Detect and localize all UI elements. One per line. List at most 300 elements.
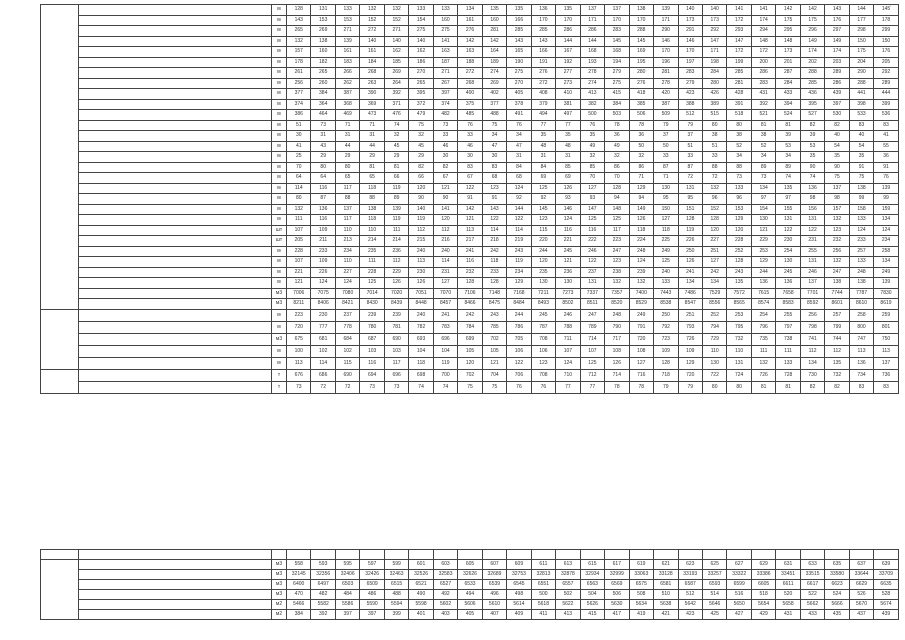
- price-cell: 67: [458, 173, 482, 184]
- price-cell: 410: [556, 89, 580, 100]
- price-cell: 239: [360, 309, 384, 321]
- price-cell: 124: [556, 357, 580, 369]
- table-row: [41, 47, 899, 58]
- price-cell: 87: [678, 162, 702, 173]
- price-cell: 33: [702, 152, 726, 163]
- price-cell: 675: [287, 333, 311, 345]
- price-cell: 226: [311, 267, 335, 278]
- work-item-description: [79, 215, 272, 226]
- price-cell: 272: [458, 68, 482, 79]
- price-cell: 118: [360, 183, 384, 194]
- price-cell: 255: [800, 246, 824, 257]
- price-cell: 143: [482, 204, 506, 215]
- price-cell: 172: [727, 15, 751, 26]
- work-item-description: [79, 183, 272, 194]
- price-cell: 503: [605, 110, 629, 121]
- price-cell: 91: [482, 194, 506, 205]
- price-cell: 109: [311, 225, 335, 236]
- price-cell: 171: [702, 47, 726, 58]
- price-cell: 89: [776, 162, 800, 173]
- price-cell: 107: [287, 257, 311, 268]
- price-cell: 35: [849, 152, 873, 163]
- price-cell: 83: [849, 120, 873, 131]
- price-cell: 279: [678, 78, 702, 89]
- price-column-header: [531, 550, 555, 560]
- price-cell: 116: [556, 225, 580, 236]
- price-cell: 191: [531, 57, 555, 68]
- unit-cell: м: [272, 131, 287, 142]
- price-cell: 32: [580, 152, 604, 163]
- price-cell: 162: [384, 47, 408, 58]
- price-cell: 6545: [507, 580, 531, 590]
- price-cell: 143: [287, 15, 311, 26]
- price-cell: 124: [507, 183, 531, 194]
- price-cell: 75: [849, 173, 873, 184]
- price-cell: 512: [678, 590, 702, 600]
- price-cell: 264: [384, 78, 408, 89]
- price-cell: 781: [384, 321, 408, 333]
- price-cell: 32878: [556, 570, 580, 580]
- unit-cell: м: [272, 89, 287, 100]
- price-cell: 32356: [311, 570, 335, 580]
- price-cell: 735: [751, 333, 775, 345]
- price-cell: 288: [629, 26, 653, 37]
- price-cell: 135: [556, 5, 580, 16]
- price-cell: 783: [433, 321, 457, 333]
- price-cell: 798: [800, 321, 824, 333]
- price-cell: 265: [311, 68, 335, 79]
- price-cell: 90: [409, 194, 433, 205]
- price-cell: 140: [384, 36, 408, 47]
- price-cell: 102: [311, 345, 335, 357]
- price-cell: 7787: [849, 288, 873, 299]
- price-column-header: [702, 550, 726, 560]
- price-cell: 41: [287, 141, 311, 152]
- price-cell: 132: [605, 278, 629, 289]
- price-column-header: [776, 550, 800, 560]
- price-cell: 116: [311, 183, 335, 194]
- price-cell: 391: [727, 99, 751, 110]
- price-cell: 72: [702, 173, 726, 184]
- price-cell: 220: [531, 236, 555, 247]
- price-cell: 615: [580, 560, 604, 570]
- price-cell: 134: [458, 5, 482, 16]
- unit-cell: м: [272, 47, 287, 58]
- price-cell: 128: [702, 215, 726, 226]
- price-cell: 113: [287, 357, 311, 369]
- price-cell: 219: [507, 236, 531, 247]
- price-cell: 6599: [727, 580, 751, 590]
- price-cell: 33451: [776, 570, 800, 580]
- price-cell: 780: [360, 321, 384, 333]
- price-cell: 125: [360, 278, 384, 289]
- price-cell: 136: [531, 5, 555, 16]
- price-cell: 44: [335, 141, 359, 152]
- work-item-description: [79, 173, 272, 184]
- price-cell: 189: [482, 57, 506, 68]
- price-cell: 8466: [458, 299, 482, 310]
- price-cell: 32: [629, 152, 653, 163]
- price-cell: 119: [507, 257, 531, 268]
- price-cell: 134: [678, 278, 702, 289]
- price-cell: 127: [433, 278, 457, 289]
- price-column-header: [360, 550, 384, 560]
- price-column-header: [874, 550, 898, 560]
- price-cell: 277: [556, 68, 580, 79]
- price-cell: 524: [776, 110, 800, 121]
- price-cell: 247: [605, 246, 629, 257]
- price-cell: 32426: [360, 570, 384, 580]
- price-cell: 283: [678, 68, 702, 79]
- price-cell: 702: [458, 369, 482, 381]
- price-cell: 142: [482, 36, 506, 47]
- price-cell: 392: [311, 610, 335, 620]
- price-cell: 7357: [605, 288, 629, 299]
- price-cell: 103: [384, 345, 408, 357]
- price-cell: 469: [335, 110, 359, 121]
- work-item-description: [79, 99, 272, 110]
- price-cell: 494: [531, 110, 555, 121]
- price-cell: 132: [287, 204, 311, 215]
- price-cell: 140: [678, 5, 702, 16]
- price-cell: 785: [482, 321, 506, 333]
- price-cell: 714: [605, 369, 629, 381]
- price-cell: 170: [531, 15, 555, 26]
- price-cell: 128: [458, 278, 482, 289]
- price-cell: 49: [580, 141, 604, 152]
- price-cell: 122: [776, 225, 800, 236]
- price-cell: 7051: [409, 288, 433, 299]
- work-item-description: [79, 288, 272, 299]
- price-cell: 66: [409, 173, 433, 184]
- price-cell: 8565: [727, 299, 751, 310]
- price-cell: 33: [678, 152, 702, 163]
- unit-cell: м: [272, 215, 287, 226]
- price-cell: 149: [629, 204, 653, 215]
- price-cell: 113: [458, 225, 482, 236]
- price-cell: 288: [849, 78, 873, 89]
- table-row: [41, 357, 899, 369]
- price-cell: 136: [776, 278, 800, 289]
- price-cell: 166: [531, 47, 555, 58]
- price-cell: 32813: [531, 570, 555, 580]
- price-cell: 272: [360, 26, 384, 37]
- price-cell: 190: [507, 57, 531, 68]
- price-cell: 298: [849, 26, 873, 37]
- price-cell: 744: [825, 333, 849, 345]
- price-cell: 175: [849, 47, 873, 58]
- price-cell: 31: [556, 152, 580, 163]
- price-cell: 5594: [384, 600, 408, 610]
- price-cell: 78: [629, 120, 653, 131]
- price-cell: 734: [849, 369, 873, 381]
- price-cell: 635: [825, 560, 849, 570]
- price-cell: 46: [433, 141, 457, 152]
- price-cell: 267: [433, 78, 457, 89]
- price-cell: 171: [580, 15, 604, 26]
- price-cell: 289: [874, 78, 898, 89]
- price-cell: 799: [825, 321, 849, 333]
- price-cell: 54: [825, 141, 849, 152]
- price-cell: 706: [507, 369, 531, 381]
- price-cell: 73: [287, 381, 311, 393]
- price-cell: 464: [311, 110, 335, 121]
- price-cell: 784: [458, 321, 482, 333]
- price-cell: 195: [629, 57, 653, 68]
- price-cell: 152: [384, 15, 408, 26]
- price-cell: 128: [287, 5, 311, 16]
- price-cell: 375: [458, 99, 482, 110]
- price-cell: 68: [507, 173, 531, 184]
- price-cell: 118: [482, 257, 506, 268]
- price-cell: 30: [433, 152, 457, 163]
- price-cell: 114: [507, 225, 531, 236]
- price-cell: 116: [580, 225, 604, 236]
- price-cell: 617: [605, 560, 629, 570]
- price-column-header: [482, 550, 506, 560]
- price-cell: 609: [507, 560, 531, 570]
- price-cell: 242: [482, 246, 506, 257]
- price-cell: 408: [531, 89, 555, 100]
- table-row: [41, 194, 899, 205]
- price-cell: 5582: [311, 600, 335, 610]
- price-cell: 145: [629, 36, 653, 47]
- price-cell: 793: [678, 321, 702, 333]
- work-item-description: [79, 152, 272, 163]
- price-cell: 40: [849, 131, 873, 142]
- price-cell: 34: [727, 152, 751, 163]
- price-cell: 274: [580, 78, 604, 89]
- price-cell: 72: [335, 381, 359, 393]
- price-cell: 413: [556, 610, 580, 620]
- price-cell: 470: [287, 590, 311, 600]
- table-row: [41, 590, 899, 600]
- price-cell: 112: [800, 345, 824, 357]
- price-cell: 163: [433, 47, 457, 58]
- price-cell: 381: [556, 99, 580, 110]
- work-item-description: [79, 110, 272, 121]
- price-cell: 288: [800, 68, 824, 79]
- price-cell: 5466: [287, 600, 311, 610]
- price-cell: 36: [629, 131, 653, 142]
- price-cell: 133: [776, 357, 800, 369]
- work-item-description: [79, 131, 272, 142]
- price-cell: 83: [874, 120, 898, 131]
- price-cell: 118: [629, 225, 653, 236]
- price-cell: 479: [409, 110, 433, 121]
- price-cell: 8502: [556, 299, 580, 310]
- price-cell: 83: [849, 381, 873, 393]
- price-cell: 378: [507, 99, 531, 110]
- price-cell: 33580: [825, 570, 849, 580]
- price-cell: 35: [556, 131, 580, 142]
- price-cell: 32689: [482, 570, 506, 580]
- price-cell: 121: [556, 257, 580, 268]
- price-cell: 76: [458, 120, 482, 131]
- price-cell: 170: [629, 15, 653, 26]
- price-cell: 240: [654, 267, 678, 278]
- price-cell: 138: [311, 36, 335, 47]
- price-column-header: [287, 550, 311, 560]
- price-cell: 197: [678, 57, 702, 68]
- price-cell: 415: [605, 89, 629, 100]
- work-item-description: [79, 89, 272, 100]
- price-cell: 271: [384, 26, 408, 37]
- price-cell: 232: [458, 267, 482, 278]
- price-cell: 7529: [702, 288, 726, 299]
- price-cell: 256: [800, 309, 824, 321]
- price-cell: 139: [874, 183, 898, 194]
- price-cell: 726: [678, 333, 702, 345]
- price-cell: 275: [605, 78, 629, 89]
- price-cell: 433: [776, 89, 800, 100]
- price-cell: 8529: [629, 299, 653, 310]
- price-cell: 258: [849, 309, 873, 321]
- work-item-description: [79, 321, 272, 333]
- price-cell: 597: [360, 560, 384, 570]
- main-price-table: [40, 4, 899, 394]
- price-cell: 84: [507, 162, 531, 173]
- price-cell: 76: [507, 381, 531, 393]
- price-cell: 502: [556, 590, 580, 600]
- price-cell: 398: [849, 99, 873, 110]
- price-cell: 284: [702, 68, 726, 79]
- price-cell: 88: [335, 194, 359, 205]
- price-cell: 97: [751, 194, 775, 205]
- price-cell: 5662: [800, 600, 824, 610]
- price-cell: 203: [825, 57, 849, 68]
- table-row: [41, 78, 899, 89]
- price-cell: 161: [335, 47, 359, 58]
- price-cell: 249: [629, 309, 653, 321]
- price-cell: 7443: [654, 288, 678, 299]
- price-cell: 73: [727, 173, 751, 184]
- price-cell: 690: [384, 333, 408, 345]
- price-cell: 7014: [360, 288, 384, 299]
- unit-cell: м: [272, 152, 287, 163]
- unit-cell: м: [272, 246, 287, 257]
- price-cell: 145: [605, 36, 629, 47]
- price-cell: 38: [727, 131, 751, 142]
- price-cell: 34: [507, 131, 531, 142]
- price-cell: 506: [605, 590, 629, 600]
- price-cell: 119: [433, 357, 457, 369]
- table-row: [41, 610, 899, 620]
- price-cell: 444: [874, 89, 898, 100]
- price-cell: 7075: [311, 288, 335, 299]
- price-cell: 131: [678, 183, 702, 194]
- price-cell: 397: [825, 99, 849, 110]
- price-cell: 83: [874, 381, 898, 393]
- price-column-header: [384, 550, 408, 560]
- price-cell: 387: [335, 89, 359, 100]
- work-item-description: [79, 590, 272, 600]
- price-cell: 104: [409, 345, 433, 357]
- price-cell: 234: [874, 236, 898, 247]
- price-cell: 168: [605, 47, 629, 58]
- price-cell: 154: [751, 204, 775, 215]
- table-row: [41, 152, 899, 163]
- price-cell: 723: [654, 333, 678, 345]
- price-cell: 52: [751, 141, 775, 152]
- price-cell: 133: [849, 215, 873, 226]
- work-item-description: [79, 141, 272, 152]
- price-cell: 125: [605, 215, 629, 226]
- table-row: [41, 345, 899, 357]
- price-cell: 146: [556, 204, 580, 215]
- price-cell: 81: [360, 162, 384, 173]
- price-cell: 6563: [580, 580, 604, 590]
- price-cell: 182: [311, 57, 335, 68]
- price-cell: 295: [776, 26, 800, 37]
- price-cell: 137: [874, 357, 898, 369]
- price-cell: 123: [482, 183, 506, 194]
- price-cell: 144: [580, 36, 604, 47]
- price-cell: 48: [556, 141, 580, 152]
- price-cell: 420: [654, 89, 678, 100]
- price-cell: 121: [433, 183, 457, 194]
- price-cell: 33709: [874, 570, 898, 580]
- price-cell: 44: [360, 141, 384, 152]
- price-cell: 494: [458, 590, 482, 600]
- price-cell: 99: [849, 194, 873, 205]
- price-cell: 129: [629, 183, 653, 194]
- table-row: [41, 560, 899, 570]
- price-cell: 801: [874, 321, 898, 333]
- price-cell: 229: [751, 236, 775, 247]
- price-column-header: [458, 550, 482, 560]
- price-cell: 113: [874, 345, 898, 357]
- price-cell: 91: [874, 162, 898, 173]
- price-cell: 155: [776, 204, 800, 215]
- price-cell: 108: [629, 345, 653, 357]
- unit-cell: м: [272, 204, 287, 215]
- price-cell: 129: [727, 215, 751, 226]
- price-cell: 384: [311, 89, 335, 100]
- price-cell: 82: [433, 162, 457, 173]
- price-cell: 271: [433, 68, 457, 79]
- table-row: [41, 215, 899, 226]
- price-cell: 428: [727, 89, 751, 100]
- price-cell: 421: [654, 610, 678, 620]
- price-cell: 140: [702, 5, 726, 16]
- price-cell: 71: [335, 120, 359, 131]
- price-cell: 120: [458, 357, 482, 369]
- work-item-description: [79, 15, 272, 26]
- price-cell: 5670: [849, 600, 873, 610]
- price-cell: 134: [800, 357, 824, 369]
- price-cell: 132: [360, 5, 384, 16]
- price-cell: 128: [482, 278, 506, 289]
- price-cell: 8538: [654, 299, 678, 310]
- price-cell: 188: [458, 57, 482, 68]
- price-cell: 637: [849, 560, 873, 570]
- price-cell: 176: [874, 47, 898, 58]
- price-cell: 128: [678, 215, 702, 226]
- price-cell: 174: [825, 47, 849, 58]
- price-cell: 243: [507, 246, 531, 257]
- price-cell: 279: [605, 68, 629, 79]
- price-cell: 98: [825, 194, 849, 205]
- price-cell: 405: [507, 89, 531, 100]
- price-cell: 8430: [360, 299, 384, 310]
- price-cell: 426: [702, 89, 726, 100]
- price-cell: 108: [605, 345, 629, 357]
- price-cell: 599: [384, 560, 408, 570]
- price-cell: 148: [751, 36, 775, 47]
- price-cell: 389: [702, 99, 726, 110]
- price-cell: 117: [384, 357, 408, 369]
